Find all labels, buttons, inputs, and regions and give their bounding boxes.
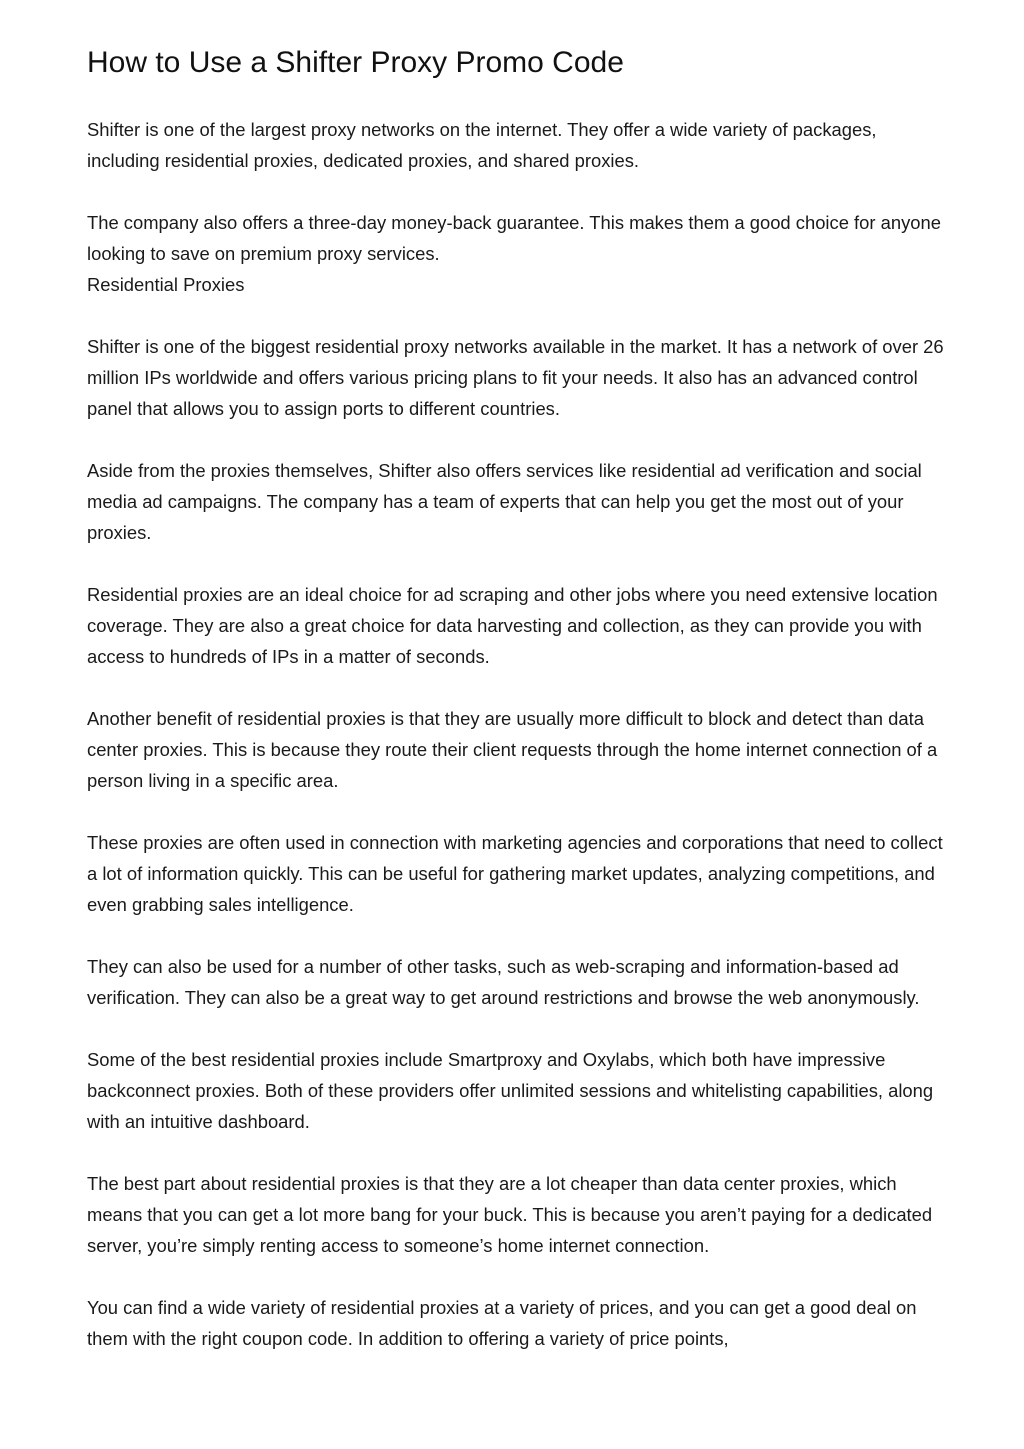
paragraph-services: Aside from the proxies themselves, Shifter also offers services like residential ad verification and social media ad campaigns. The company has a team of experts that can help you get the most out of your proxies.	[87, 460, 922, 543]
paragraph-marketing: These proxies are often used in connection with marketing agencies and corporations that need to collect a lot of information quickly. This can be useful for gathering market updates, analyzing competitions, and even grabbing sales intelligence.	[87, 832, 943, 915]
paragraph-guarantee: The company also offers a three-day money-back guarantee. This makes them a good choice for anyone looking to save on premium proxy services.	[87, 212, 941, 264]
paragraph-coupon: You can find a wide variety of residential proxies at a variety of prices, and you can get a good deal on them with the right coupon code. In addition to offering a variety of price points,	[87, 1297, 917, 1349]
document-title: How to Use a Shifter Proxy Promo Code	[87, 46, 624, 79]
paragraph-best-providers: Some of the best residential proxies include Smartproxy and Oxylabs, which both have impressive backconnect proxies. Both of these providers offer unlimited sessions and whitelisting capabilities, along with an intuitive dashboard.	[87, 1049, 934, 1132]
document-body	[87, 114, 947, 1385]
paragraph-ideal-choice: Residential proxies are an ideal choice for ad scraping and other jobs where you need extensive location coverage. They are also a great choice for data harvesting and collection, as they can provide you with access to hundreds of IPs in a matter of seconds.	[87, 584, 938, 667]
paragraph-network: Shifter is one of the biggest residential proxy networks available in the market. It has a network of over 26 million IPs worldwide and offers various pricing plans to fit your needs. It also has an advanced control panel that allows you to assign ports to different countries.	[87, 336, 944, 419]
section-heading-residential-proxies: Residential Proxies	[87, 274, 245, 295]
paragraph-cheaper: The best part about residential proxies is that they are a lot cheaper than data center proxies, which means that you can get a lot more bang for your buck. This is because you aren’t paying for a dedicated server, you’re simply renting access to someone’s home internet connection.	[87, 1173, 933, 1256]
paragraph-benefit: Another benefit of residential proxies is that they are usually more difficult to block and detect than data center proxies. This is because they route their client requests through the home internet connection of a person living in a specific area.	[87, 708, 938, 791]
paragraph-intro: Shifter is one of the largest proxy networks on the internet. They offer a wide variety of packages, including residential proxies, dedicated proxies, and shared proxies.	[87, 119, 877, 171]
paragraph-other-tasks: They can also be used for a number of other tasks, such as web-scraping and information-based ad verification. They can also be a great way to get around restrictions and browse the web anonymously.	[87, 956, 920, 1008]
